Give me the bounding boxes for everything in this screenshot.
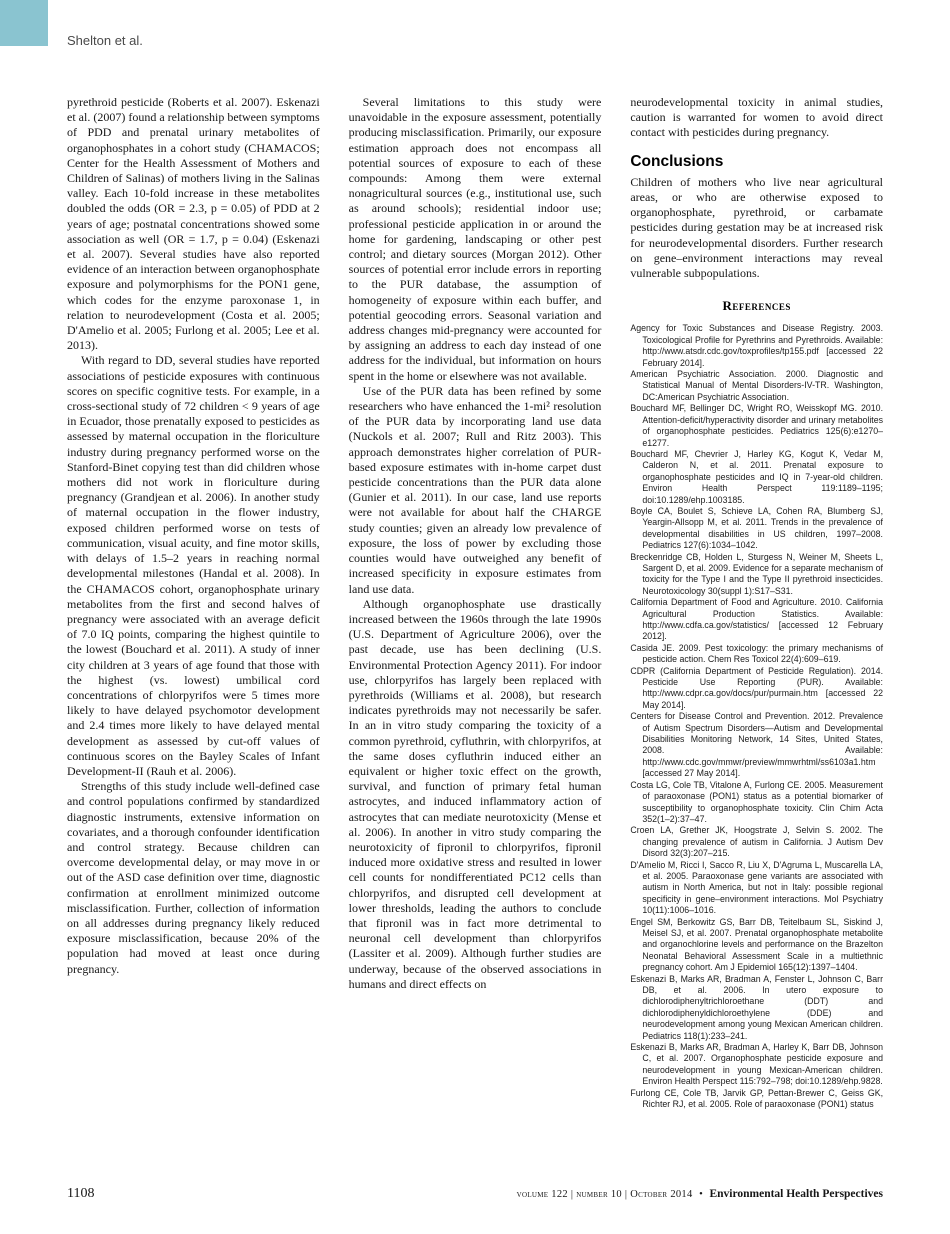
reference-item: Agency for Toxic Substances and Disease Registry. 2003. Toxicological Profile for Pyrethrins and Pyrethroids. Available: http://www.atsdr.cdc.gov/toxprofiles/tp155.pdf [accessed 22 February 2014]. [630, 323, 884, 368]
reference-item: Eskenazi B, Marks AR, Bradman A, Fenster L, Johnson C, Barr DB, et al. 2006. In utero exposure to dichlorodiphenyltrichloroethane (DDT) and dichlorodiphenyldichloroethylene (DDE) and neurodevelopment among young Mexican American children. Pediatrics 118(1):233–241. [630, 973, 884, 1041]
conclusions-heading: Conclusions [630, 152, 724, 170]
reference-item: Bouchard MF, Bellinger DC, Wright RO, Weisskopf MG. 2010. Attention-deficit/hyperactivity disorder and urinary metabolites of organophosphate pesticides. Pediatrics 125(6):e1270–e1277. [630, 403, 884, 448]
reference-item: CDPR (California Department of Pesticide Regulation). 2014. Pesticide Use Reporting (PUR). Available: http://www.cdpr.ca.gov/docs/pur/purmain.htm [accessed 22 May 2014]. [630, 665, 884, 710]
corner-decoration-block [0, 0, 48, 46]
volume-number-date: volume 122 | number 10 | October 2014 [516, 1189, 693, 1200]
paragraph: pyrethroid pesticide (Roberts et al. 2007). Eskenazi et al. (2007) found a relationship between symptoms of PDD and prenatal urinary metabolites of organophosphates in a cohort study (CHAMACOS; Center for the Health Assessment of Mothers and Children of Salinas) of mothers living in the Salinas valley. Each 10-fold increase in these metabolites doubled the odds (OR = 2.3, p = 0.05) of PDD at 2 years of age; postnatal concentrations showed some association as well (OR = 1.7, p = 0.04) (Eskenazi et al. 2007). Several studies have also reported evidence of an interaction between organophosphate exposure and polymorphisms for the PON1 gene, which codes for the enzyme paroxonase 1, in relation to neurodevelopment (Costa et al. 2005; D'Amelio et al. 2005; Furlong et al. 2005; Lee et al. 2013). [67, 95, 320, 353]
reference-item: Casida JE. 2009. Pest toxicology: the primary mechanisms of pesticide action. Chem Res Toxicol 22(4):609–619. [630, 642, 884, 665]
page-number: 1108 [67, 1186, 95, 1201]
page-footer [67, 1186, 883, 1202]
paragraph: Strengths of this study include well-defined case and control populations confirmed by standardized diagnostic instruments, extensive information on covariates, and a thorough confounder identification and control strategy. Because children can overcome developmental delay, or may move in or out of the ASD case definition over time, diagnostic confirmation at enrollment minimized outcome misclassification. Further, collection of information on all addresses during pregnancy likely reduced exposure misclassification, because 20% of the population had moved at least once during pregnancy. [67, 779, 320, 976]
paragraph: Use of the PUR data has been refined by some researchers who have enhanced the 1-mi² resolution of the PUR data by incorporating land use data (Nuckols et al. 2007; Rull and Ritz 2003). This approach demonstrates higher correlation of PUR-based exposure estimates with in-home carpet dust pesticide concentrations than the PUR data alone (Gunier et al. 2011). In our case, land use reports were not available for about half the CHARGE study counties; given an already low prevalence of exposure, the loss of power by excluding those counties would have outweighed any benefit of increased specificity in exposure estimates from land use data. [348, 383, 602, 596]
reference-item: D'Amelio M, Ricci I, Sacco R, Liu X, D'Agruma L, Muscarella LA, et al. 2005. Paraoxonase gene variants are associated with autism in North America, but not in Italy: possible regional specificity in gene–environment interactions. Mol Psychiatry 10(11):1006–1016. [630, 859, 884, 916]
reference-item: Centers for Disease Control and Prevention. 2012. Prevalence of Autism Spectrum Disorders—Autism and Developmental Disabilities Monitoring Network, 14 Sites, United States, 2008. Available: http://www.cdc.gov/mmwr/preview/mmwrhtml/ss6103a1.htm [accessed 27 May 2014]. [630, 711, 884, 779]
running-head: Shelton et al. [67, 33, 143, 48]
reference-item: California Department of Food and Agriculture. 2010. California Agricultural Production Statistics. Available: http://www.cdfa.ca.gov/statistics/ [accessed 12 February 2012]. [630, 597, 884, 642]
reference-item: American Psychiatric Association. 2000. Diagnostic and Statistical Manual of Mental Disorders-IV-TR. Washington, DC:American Psychiatric Association. [630, 369, 884, 402]
column-1 [67, 95, 320, 1110]
article-body [67, 95, 883, 1110]
column-3 [630, 95, 883, 1110]
paragraph: Although organophosphate use drastically increased between the 1960s through the late 1990s (U.S. Department of Agriculture 2006), over the past decade, use has been declining (U.S. Environmental Protection Agency 2011). For indoor use, chlorpyrifos has largely been replaced with pyrethroids (Williams et al. 2008), but research indicates pyrethroids may not necessarily be safer. In an in vitro study comparing the toxicity of a common pyrethroid, cyfluthrin, with chlorpyrifos, at the same doses cyfluthrin induced either an equivalent or higher toxic effect on the growth, survival, and function of primary fetal human astrocytes, and induced inflammatory action of astrocytes that can mediate neurotoxicity (Mense et al. 2006). In another in vitro study comparing the neurotoxicity of fipronil to chlorpyrifos, fipronil induced more oxidative stress and resulted in lower cell counts for nondifferentiated PC12 cells than chlorpyrifos, and disrupted cell development at lower thresholds, leading the authors to conclude that fipronil was in fact more detrimental to neuronal cell development than chlorpyrifos (Lassiter et al. 2009). Although further studies are underway, because of the observed associations in humans and direct effects on [348, 596, 602, 991]
conclusions-paragraph: Children of mothers who live near agricultural areas, or who are otherwise exposed to organophosphate, pyrethroid, or carbamate pesticides during gestation may be at increased risk for neurodevelopmental disorders. Further research on gene–environment interactions may reveal vulnerable subpopulations. [630, 174, 884, 281]
reference-item: Costa LG, Cole TB, Vitalone A, Furlong CE. 2005. Measurement of paraoxonase (PON1) status as a potential biomarker of susceptibility to organophosphate toxicity. Clin Chim Acta 352(1–2):37–47. [630, 779, 884, 824]
reference-item: Eskenazi B, Marks AR, Bradman A, Harley K, Barr DB, Johnson C, et al. 2007. Organophosphate pesticide exposure and neurodevelopment in young Mexican-American children. Environ Health Perspect 115:792–798; doi:10.1289/ehp.9828. [630, 1042, 884, 1087]
references-heading: References [722, 298, 791, 314]
reference-item: Croen LA, Grether JK, Hoogstrate J, Selvin S. 2002. The changing prevalence of autism in California. J Autism Dev Disord 32(3):207–215. [630, 825, 884, 859]
reference-item: Furlong CE, Cole TB, Jarvik GP, Pettan-Brewer C, Geiss GK, Richter RJ, et al. 2005. Role of paraoxonase (PON1) status [630, 1087, 884, 1110]
column-2 [349, 95, 602, 1110]
reference-item: Bouchard MF, Chevrier J, Harley KG, Kogut K, Vedar M, Calderon N, et al. 2011. Prenatal exposure to organophosphate pesticides and IQ in 7-year-old children. Environ Health Perspect 119:1189–1195; doi:10.1289/ehp.1003185. [630, 448, 884, 505]
reference-item: Boyle CA, Boulet S, Schieve LA, Cohen RA, Blumberg SJ, Yeargin-Allsopp M, et al. 2011. Trends in the prevalence of developmental disabilities in US children, 1997–2008. Pediatrics 127(6):1034–1042. [630, 505, 884, 551]
reference-item: Engel SM, Berkowitz GS, Barr DB, Teitelbaum SL, Siskind J, Meisel SJ, et al. 2007. Prenatal organophosphate metabolite and organochlorine levels and performance on the Brazelton Neonatal Behavioral Assessment Scale in a multiethnic pregnancy cohort. Am J Epidemiol 165(12):1397–1404. [630, 916, 884, 973]
paragraph: With regard to DD, several studies have reported associations of pesticide exposures with continuous scores on specific cognitive tests. For example, in a cross-sectional study of 72 children < 9 years of age in Ecuador, those prenatally exposed to pesticides as assessed by maternal occupation in the floriculture industry during pregnancy performed worse on the Stanford-Binet copying test than did children whose mothers did not work in floriculture during pregnancy (Grandjean et al. 2006). In another study of maternal occupation in the flower industry, exposed children performed worse on tests of communication, visual acuity, and fine motor skills, with delays of 1.5–2 years in reaching normal developmental milestones (Handal et al. 2008). In the CHAMACOS cohort, organophosphate urinary metabolites from the first and second halves of pregnancy were associated with an average deficit of 7.0 IQ points, comparing the highest quintile to the lowest (Bouchard et al. 2011). A study of inner city children at 3 years of age found that those with the highest (vs. lowest) umbilical cord concentrations of chlorpyrifos were 5 times more likely to have delayed psychomotor development and 2.4 times more likely to have delayed mental development as assessed by cut-off values of continuous scores on the Bayley Scales of Infant Development-II (Rauh et al. 2006). [67, 353, 320, 778]
paragraph: neurodevelopmental toxicity in animal studies, caution is warranted for women to avoid direct contact with pesticides during pregnancy. [630, 95, 884, 140]
references-list [630, 323, 883, 1110]
dot-separator: • [699, 1189, 703, 1200]
journal-name: Environmental Health Perspectives [709, 1188, 883, 1200]
reference-item: Breckenridge CB, Holden L, Sturgess N, Weiner M, Sheets L, Sargent D, et al. 2009. Evidence for a separate mechanism of toxicity for the Type I and the Type II pyrethroid insecticides. Neurotoxicology 30(suppl 1):S17–S31. [630, 551, 884, 596]
paragraph: Several limitations to this study were unavoidable in the exposure assessment, potentially producing misclassification. Primarily, our exposure estimation approach does not encompass all potential sources of exposure to each of these compounds: Among them were external nonagricultural sources (e.g., institutional use, such as around schools); residential indoor use; professional pesticide application in or around the home for gardening, landscaping or other pest control; and dietary sources (Morgan 2012). Other sources of potential error include errors in reporting to the PUR database, the assumption of homogeneity of exposure within each buffer, and potential geocoding errors. Seasonal variation and address changes mid-pregnancy were accounted for by assigning an address to each day instead of one address for the individual, but information on hours spent in the home or elsewhere was not available. [348, 95, 602, 383]
journal-info [517, 1188, 883, 1200]
